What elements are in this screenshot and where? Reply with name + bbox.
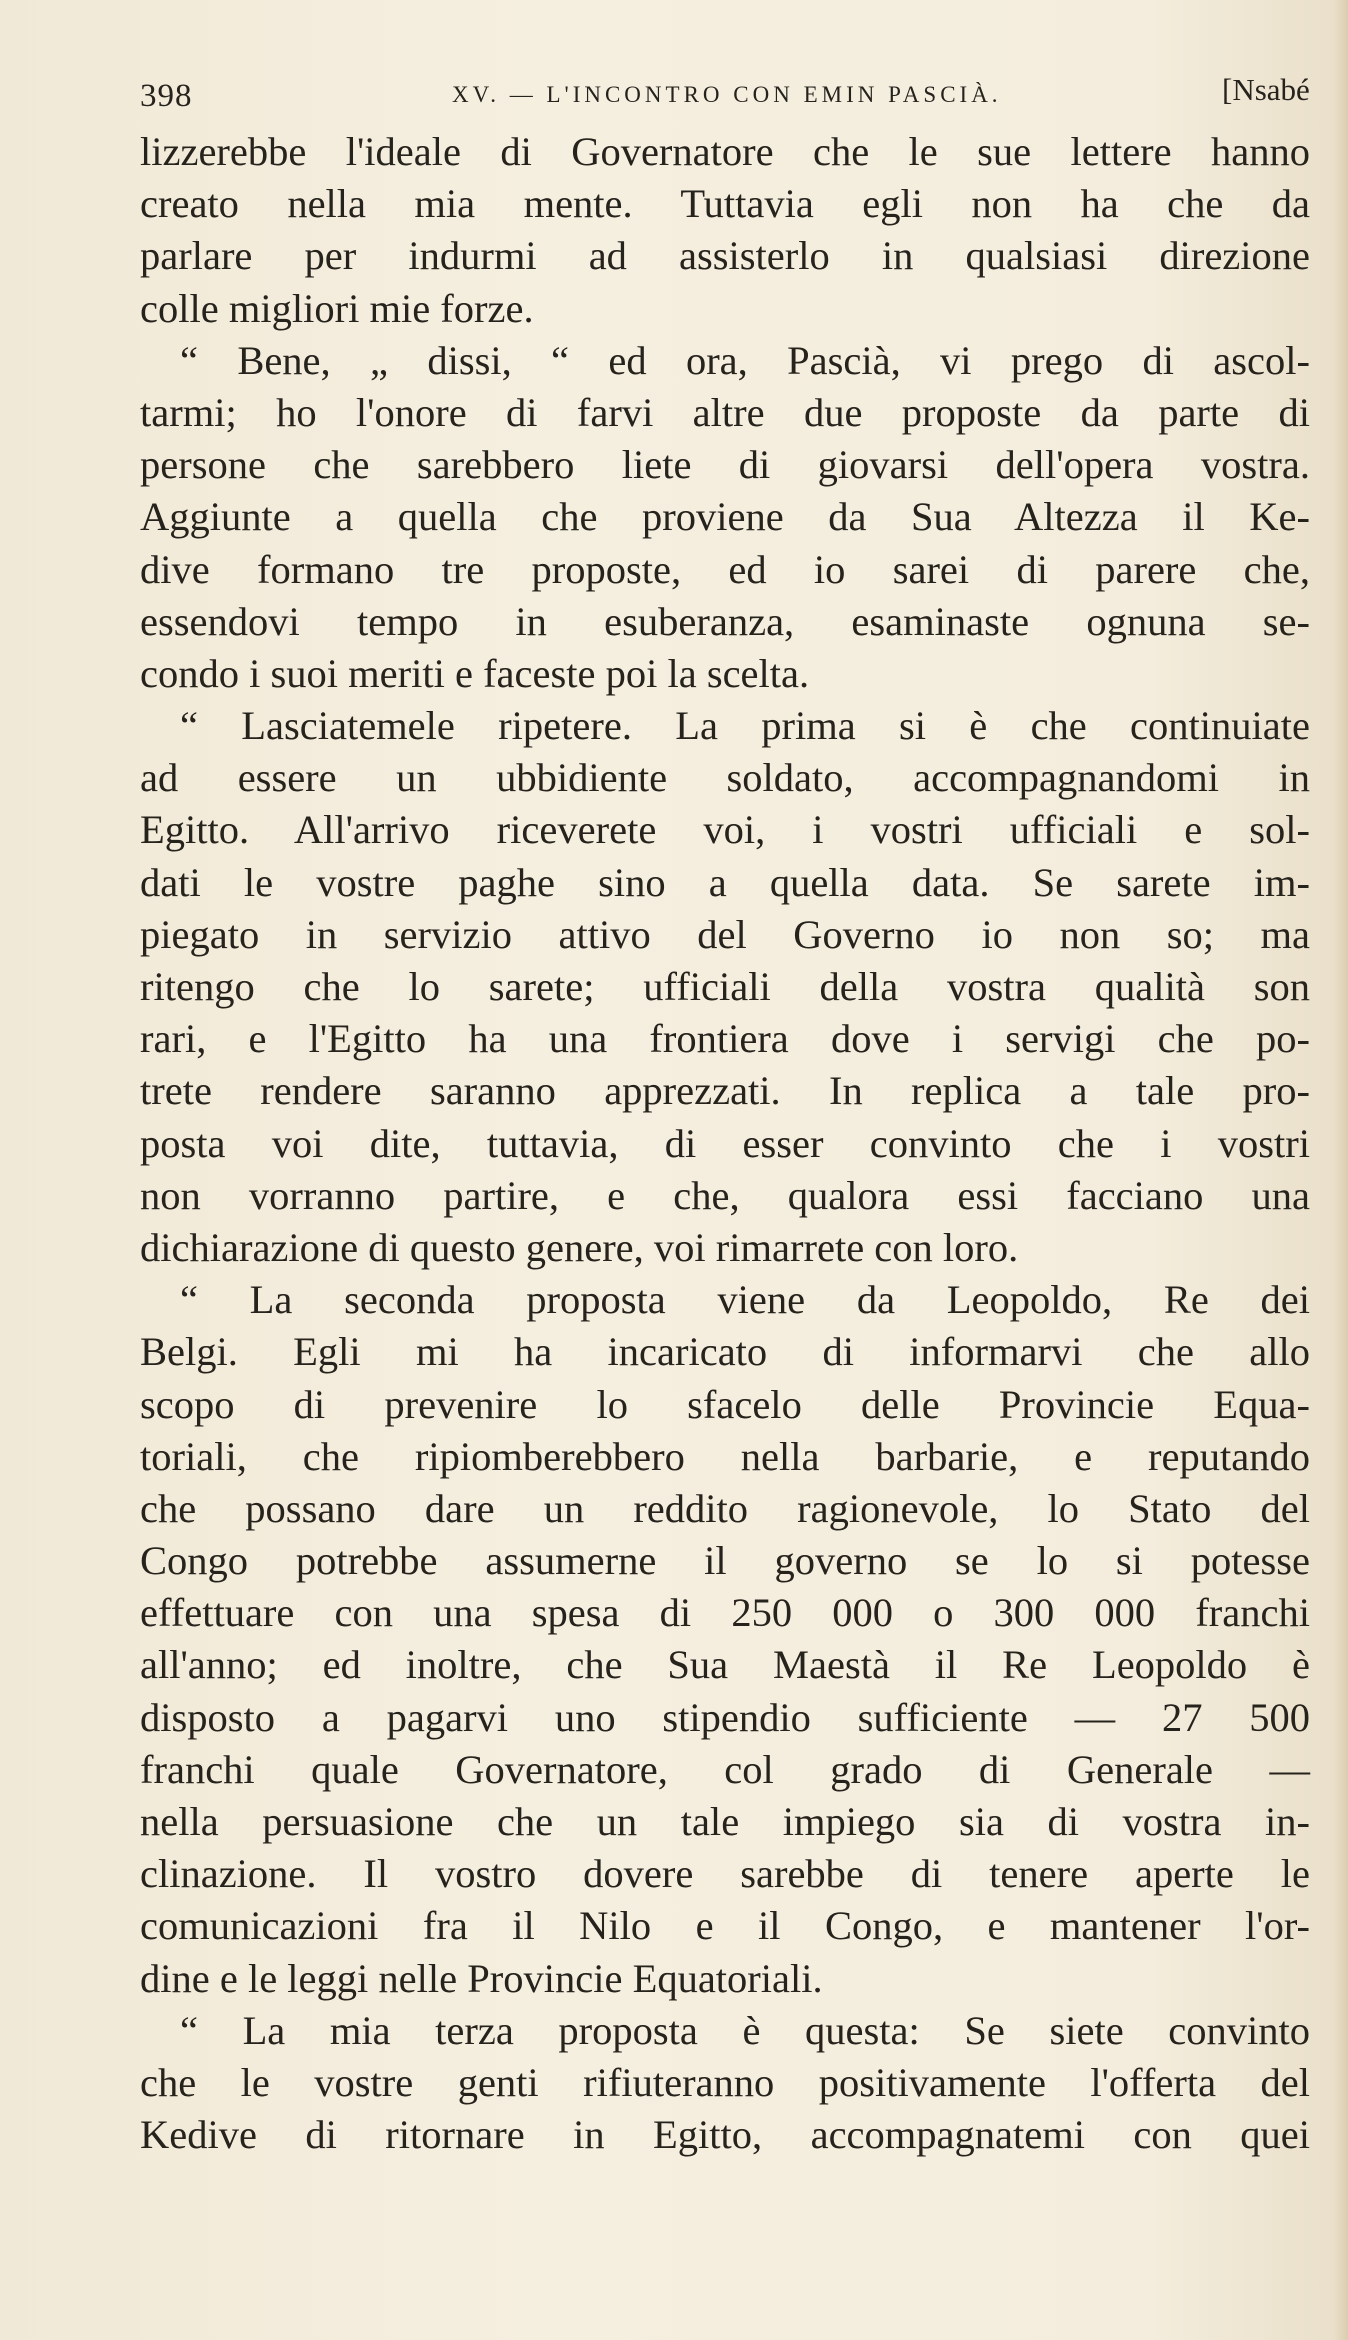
text-line: dichiarazione di questo genere, voi rimarrete con loro. bbox=[140, 1224, 1019, 1270]
margin-place-note: [Nsabé bbox=[1222, 72, 1310, 107]
page-edge-shadow bbox=[1334, 0, 1348, 2340]
text-line: trete rendere saranno apprezzati. In replica a tale pro- bbox=[140, 1068, 1310, 1114]
text-line: parlare per indurmi ad assisterlo in qualsiasi direzione bbox=[140, 233, 1310, 279]
text-line: dati le vostre paghe sino a quella data. Se sarete im- bbox=[140, 859, 1310, 905]
text-line: che possano dare un reddito ragionevole, lo Stato del bbox=[140, 1485, 1310, 1531]
body-text bbox=[140, 126, 1310, 2161]
running-title: XV. — L'INCONTRO CON EMIN PASCIÀ. bbox=[452, 82, 1002, 107]
text-line: ritengo che lo sarete; ufficiali della vostra qualità son bbox=[140, 964, 1310, 1009]
page-number: 398 bbox=[140, 78, 193, 114]
text-line: rari, e l'Egitto ha una frontiera dove i servigi che po- bbox=[140, 1016, 1310, 1062]
text-line: persone che sarebbero liete di giovarsi dell'opera vostra. bbox=[140, 442, 1310, 488]
text-line: “ Bene, „ dissi, “ ed ora, Pascià, vi prego di ascol- bbox=[180, 337, 1310, 383]
running-header bbox=[140, 70, 1340, 130]
text-line: posta voi dite, tuttavia, di esser convinto che i vostri bbox=[140, 1120, 1310, 1166]
text-line: “ La seconda proposta viene da Leopoldo, Re dei bbox=[180, 1277, 1310, 1323]
text-line: piegato in servizio attivo del Governo io non so; ma bbox=[140, 911, 1310, 957]
text-line: disposto a pagarvi uno stipendio sufficiente — 27 500 bbox=[140, 1694, 1310, 1740]
text-line: Congo potrebbe assumerne il governo se lo si potesse bbox=[140, 1538, 1310, 1584]
text-line: non vorranno partire, e che, qualora essi facciano una bbox=[140, 1172, 1310, 1218]
text-line: effettuare con una spesa di 250 000 o 300 000 franchi bbox=[140, 1590, 1310, 1636]
text-line: comunicazioni fra il Nilo e il Congo, e mantener l'or- bbox=[140, 1903, 1310, 1949]
text-line: Egitto. All'arrivo riceverete voi, i vostri ufficiali e sol- bbox=[140, 807, 1310, 853]
text-line: dive formano tre proposte, ed io sarei di parere che, bbox=[140, 546, 1310, 592]
text-line: essendovi tempo in esuberanza, esaminaste ognuna se- bbox=[140, 598, 1310, 644]
text-line: Aggiunte a quella che proviene da Sua Altezza il Ke- bbox=[140, 494, 1310, 540]
text-line: clinazione. Il vostro dovere sarebbe di tenere aperte le bbox=[140, 1851, 1310, 1897]
text-line: nella persuasione che un tale impiego sia di vostra in- bbox=[140, 1799, 1310, 1844]
text-line: “ La mia terza proposta è questa: Se siete convinto bbox=[180, 2007, 1310, 2053]
text-line: creato nella mia mente. Tuttavia egli non ha che da bbox=[140, 181, 1310, 227]
text-line: all'anno; ed inoltre, che Sua Maestà il Re Leopoldo è bbox=[140, 1642, 1310, 1688]
text-line: condo i suoi meriti e faceste poi la scelta. bbox=[140, 650, 810, 696]
text-line: Belgi. Egli mi ha incaricato di informarvi che allo bbox=[140, 1329, 1310, 1375]
text-line: scopo di prevenire lo sfacelo delle Provincie Equa- bbox=[140, 1381, 1310, 1427]
text-line: dine e le leggi nelle Provincie Equatoriali. bbox=[140, 1955, 823, 2001]
text-line: toriali, che ripiomberebbero nella barbarie, e reputando bbox=[140, 1433, 1310, 1479]
text-line: “ Lasciatemele ripetere. La prima si è che continuiate bbox=[180, 703, 1310, 749]
text-line: franchi quale Governatore, col grado di Generale — bbox=[140, 1746, 1310, 1792]
text-line: colle migliori mie forze. bbox=[140, 285, 534, 331]
text-line: lizzerebbe l'ideale di Governatore che le sue lettere hanno bbox=[140, 129, 1310, 174]
text-line: che le vostre genti rifiuteranno positivamente l'offerta del bbox=[140, 2059, 1310, 2105]
text-line: Kedive di ritornare in Egitto, accompagnatemi con quei bbox=[140, 2112, 1310, 2158]
text-line: ad essere un ubbidiente soldato, accompagnandomi in bbox=[140, 755, 1310, 801]
text-line: tarmi; ho l'onore di farvi altre due proposte da parte di bbox=[140, 389, 1310, 435]
